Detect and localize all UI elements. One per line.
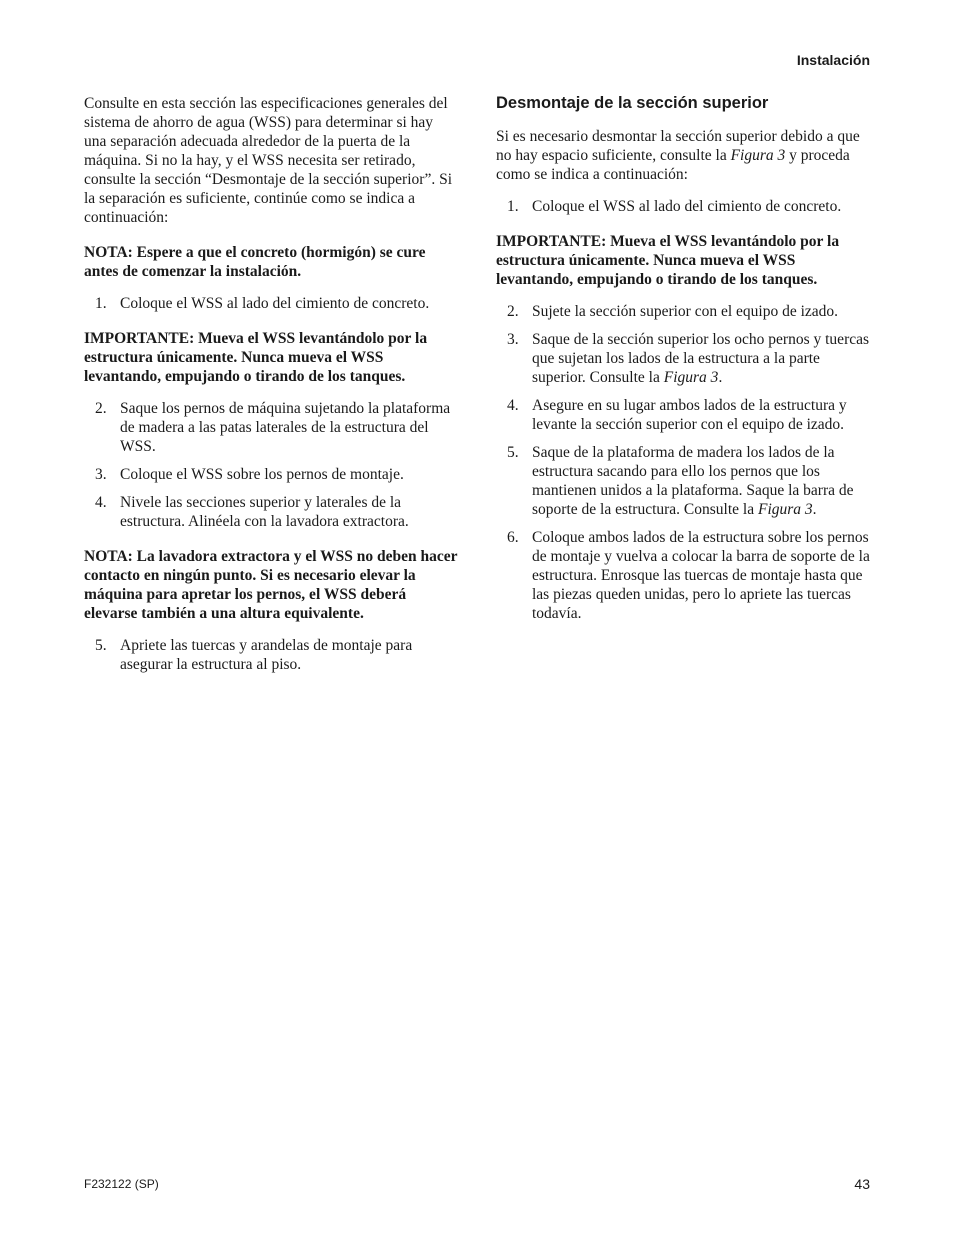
step-number: 2. — [507, 303, 519, 320]
important-move-notice: IMPORTANTE: Mueva el WSS levantándolo por la estructura únicamente. Nunca mueva el WSS levantando, empujando o tirando de los tanques. — [496, 233, 840, 288]
note-no-contact: NOTA: La lavadora extractora y el WSS no deben hacer contacto en ningún punto. Si es necesario elevar la máquina para apretar los pernos, el WSS deberá elevarse también a una altura equivalente. — [84, 548, 458, 622]
left-column — [84, 94, 459, 687]
steps-list-1 — [84, 294, 459, 313]
step-text: Coloque ambos lados de la estructura sobre los pernos de montaje y vuelva a colocar la barra de soporte de la estructura. Enrosque las tuercas de montaje hasta que las piezas queden unidas, pero lo apriete las tuercas todavía. — [532, 529, 870, 622]
document-code: F232122 (SP) — [84, 1177, 159, 1191]
list-item — [496, 302, 872, 321]
steps-list-3 — [84, 636, 459, 674]
list-item — [496, 528, 872, 623]
step-text: Saque de la plataforma de madera los lados de la estructura sacando para ello los pernos que los mantienen unidos a la plataforma. Saque la barra de soporte de la estructura. Consulte la Figura 3. — [532, 444, 854, 518]
step-number: 5. — [95, 637, 107, 654]
step-text: Saque de la sección superior los ocho pernos y tuercas que sujetan los lados de la estructura a la parte superior. Consulte la Figura 3. — [532, 331, 870, 386]
list-item — [84, 493, 459, 531]
list-item — [84, 294, 459, 313]
page-number: 43 — [854, 1176, 870, 1192]
steps-list-2 — [84, 399, 459, 531]
step-number: 5. — [507, 444, 519, 461]
intro-paragraph: Si es necesario desmontar la sección superior debido a que no hay espacio suficiente, consulte la Figura 3 y proceda como se indica a continuación: — [496, 128, 860, 183]
list-item — [496, 197, 872, 216]
figure-reference: Figura 3 — [730, 147, 786, 164]
step-text: Apriete las tuercas y arandelas de montaje para asegurar la estructura al piso. — [120, 637, 413, 673]
step-number: 4. — [95, 494, 107, 511]
list-item — [84, 636, 459, 674]
list-item — [84, 399, 459, 456]
steps-list-2 — [496, 302, 872, 623]
figure-reference: Figura 3 — [757, 501, 813, 518]
step-text: Nivele las secciones superior y laterales de la estructura. Alinéela con la lavadora extractora. — [120, 494, 409, 530]
step-number: 1. — [507, 198, 519, 215]
intro-paragraph: Consulte en esta sección las especificaciones generales del sistema de ahorro de agua (WSS) para determinar si hay una separación adecuada alrededor de la puerta de la máquina. Si no la hay, y el WSS necesita ser retirado, consulte la sección “Desmontaje de la sección superior”. Si la separación es suficiente, continúe como se indica a continuación: — [84, 95, 452, 226]
step-number: 4. — [507, 397, 519, 414]
section-heading: Desmontaje de la sección superior — [496, 94, 769, 112]
step-text: Saque los pernos de máquina sujetando la plataforma de madera a las patas laterales de la estructura del WSS. — [120, 400, 451, 455]
figure-reference: Figura 3 — [663, 369, 719, 386]
step-number: 6. — [507, 529, 519, 546]
right-column — [496, 92, 872, 636]
step-text: Asegure en su lugar ambos lados de la estructura y levante la sección superior con el equipo de izado. — [532, 397, 847, 433]
step-number: 3. — [95, 466, 107, 483]
section-header: Instalación — [796, 52, 870, 68]
step-text: Sujete la sección superior con el equipo de izado. — [532, 303, 839, 320]
steps-list-1 — [496, 197, 872, 216]
note-cure-concrete: NOTA: Espere a que el concreto (hormigón) se cure antes de comenzar la instalación. — [84, 244, 426, 280]
list-item — [496, 330, 872, 387]
step-text: Coloque el WSS sobre los pernos de montaje. — [120, 466, 404, 483]
step-number: 3. — [507, 331, 519, 348]
step-text: Coloque el WSS al lado del cimiento de concreto. — [120, 295, 430, 312]
list-item — [496, 396, 872, 434]
important-move-notice: IMPORTANTE: Mueva el WSS levantándolo por la estructura únicamente. Nunca mueva el WSS levantando, empujando o tirando de los tanques. — [84, 330, 428, 385]
list-item — [496, 443, 872, 519]
list-item — [84, 465, 459, 484]
step-number: 2. — [95, 400, 107, 417]
step-text: Coloque el WSS al lado del cimiento de concreto. — [532, 198, 842, 215]
step-number: 1. — [95, 295, 107, 312]
